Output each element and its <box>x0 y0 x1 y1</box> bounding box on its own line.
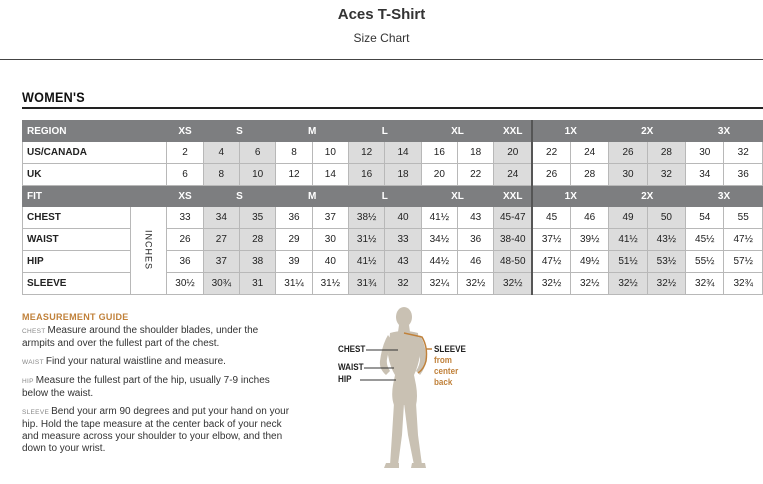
table-cell: 32 <box>724 142 763 164</box>
figure-sleeve-label: SLEEVE <box>434 344 466 355</box>
table-cell: 2 <box>167 142 203 164</box>
table-cell: 32¾ <box>724 273 763 295</box>
sleeve-note-line: back <box>434 377 453 388</box>
table-cell: 41½ <box>421 207 457 229</box>
table-cell: 40 <box>385 207 421 229</box>
table-cell: 37½ <box>532 229 570 251</box>
guide-text: Measure the fullest part of the hip, usually 7-9 inches below the waist. <box>22 375 270 399</box>
size-header-3x: 3X <box>686 121 763 142</box>
row-label: HIP <box>23 251 131 273</box>
table-cell: 40 <box>312 251 348 273</box>
table-cell: 18 <box>458 142 494 164</box>
table-cell: 32½ <box>647 273 685 295</box>
table-cell: 49 <box>609 207 647 229</box>
guide-item-chest <box>22 325 292 350</box>
table-cell: 30 <box>609 164 647 186</box>
table-cell: 35 <box>240 207 276 229</box>
table-cell: 36 <box>458 229 494 251</box>
guide-title: MEASUREMENT GUIDE <box>22 312 129 322</box>
table-cell: 22 <box>532 142 570 164</box>
table-cell: 26 <box>609 142 647 164</box>
table-cell: 32½ <box>494 273 532 295</box>
table-cell: 47½ <box>532 251 570 273</box>
guide-tag: CHEST <box>22 328 46 335</box>
table-cell: 39½ <box>571 229 609 251</box>
size-header-m: M <box>276 121 349 142</box>
size-header-xs: XS <box>167 121 203 142</box>
row-label: CHEST <box>23 207 131 229</box>
table-cell: 10 <box>240 164 276 186</box>
table-cell: 55½ <box>686 251 724 273</box>
table-cell: 14 <box>312 164 348 186</box>
table-cell: 37 <box>312 207 348 229</box>
table-cell: 45-47 <box>494 207 532 229</box>
size-header-l: L <box>349 186 422 207</box>
table-cell: 30¾ <box>203 273 239 295</box>
table-cell: 34 <box>203 207 239 229</box>
table-cell: 16 <box>421 142 457 164</box>
table-cell: 32½ <box>532 273 570 295</box>
size-header-2x: 2X <box>609 121 686 142</box>
table-cell: 31½ <box>349 229 385 251</box>
table-cell: 55 <box>724 207 763 229</box>
guide-tag: HIP <box>22 378 34 385</box>
table-cell: 24 <box>494 164 532 186</box>
table-cell: 28 <box>647 142 685 164</box>
woman-silhouette-icon <box>336 305 476 475</box>
table-cell: 31 <box>240 273 276 295</box>
table-cell: 32 <box>385 273 421 295</box>
size-header-1x: 1X <box>532 121 609 142</box>
guide-text: Measure around the shoulder blades, under the armpits and over the fullest part of the chest. <box>22 325 259 349</box>
table-cell: 54 <box>686 207 724 229</box>
table-cell: 47½ <box>724 229 763 251</box>
table-cell: 31½ <box>312 273 348 295</box>
table-cell: 46 <box>458 251 494 273</box>
guide-item-hip <box>22 375 292 400</box>
guide-text: Bend your arm 90 degrees and put your hand on your hip. Hold the tape measure at the center back of your neck and measure across your shoulder to your elbow, and then down to your wrist. <box>22 406 290 454</box>
table-cell: 20 <box>421 164 457 186</box>
table-cell: 43 <box>385 251 421 273</box>
page-subtitle: Size Chart <box>353 31 410 45</box>
table-cell: 33 <box>167 207 203 229</box>
row-label: US/CANADA <box>23 142 167 164</box>
table-row <box>23 207 763 229</box>
table-cell: 32¾ <box>686 273 724 295</box>
table-cell: 33 <box>385 229 421 251</box>
table-cell: 38½ <box>349 207 385 229</box>
table-cell: 46 <box>571 207 609 229</box>
table-cell: 22 <box>458 164 494 186</box>
table-cell: 43½ <box>647 229 685 251</box>
figure-chest-label: CHEST <box>338 344 366 355</box>
table-cell: 26 <box>532 164 570 186</box>
measurement-guide <box>22 312 292 461</box>
table-cell: 27 <box>203 229 239 251</box>
table-cell: 26 <box>167 229 203 251</box>
table-cell: 36 <box>724 164 763 186</box>
table-cell: 12 <box>276 164 312 186</box>
header-label: FIT <box>23 186 167 207</box>
size-header-1x: 1X <box>532 186 609 207</box>
sleeve-note-line: from <box>434 355 452 366</box>
row-label: SLEEVE <box>23 273 131 295</box>
table-cell: 45½ <box>686 229 724 251</box>
guide-text: Find your natural waistline and measure. <box>45 356 226 367</box>
header-divider <box>0 59 763 60</box>
size-chart-table <box>22 120 763 295</box>
table-cell: 16 <box>349 164 385 186</box>
table-cell: 32½ <box>571 273 609 295</box>
table-row <box>23 142 763 164</box>
table-cell: 37 <box>203 251 239 273</box>
guide-tag: WAIST <box>22 359 44 366</box>
table-cell: 28 <box>240 229 276 251</box>
guide-item-sleeve <box>22 406 292 455</box>
size-header-xxl: XXL <box>494 186 532 207</box>
table-cell: 57½ <box>724 251 763 273</box>
figure-hip-label: HIP <box>338 374 352 385</box>
table-cell: 45 <box>532 207 570 229</box>
table-cell: 48-50 <box>494 251 532 273</box>
table-cell: 18 <box>385 164 421 186</box>
table-cell: 10 <box>312 142 348 164</box>
table-cell: 51½ <box>609 251 647 273</box>
region-header-row <box>23 121 763 142</box>
table-cell: 8 <box>276 142 312 164</box>
table-cell: 32½ <box>458 273 494 295</box>
measurement-figure <box>336 305 476 475</box>
table-cell: 6 <box>167 164 203 186</box>
size-header-s: S <box>203 186 276 207</box>
guide-tag: SLEEVE <box>22 409 50 416</box>
table-cell: 20 <box>494 142 532 164</box>
table-cell: 30½ <box>167 273 203 295</box>
table-cell: 44½ <box>421 251 457 273</box>
size-header-xs: XS <box>167 186 203 207</box>
size-header-3x: 3X <box>686 186 763 207</box>
table-cell: 14 <box>385 142 421 164</box>
table-cell: 34½ <box>421 229 457 251</box>
table-cell: 29 <box>276 229 312 251</box>
table-cell: 31¼ <box>276 273 312 295</box>
table-cell: 28 <box>571 164 609 186</box>
size-header-xl: XL <box>421 121 494 142</box>
table-cell: 31¾ <box>349 273 385 295</box>
table-cell: 43 <box>458 207 494 229</box>
table-cell: 49½ <box>571 251 609 273</box>
sleeve-note-line: center <box>434 366 459 377</box>
table-cell: 38 <box>240 251 276 273</box>
figure-waist-label: WAIST <box>338 362 364 373</box>
inches-unit-label: INCHES <box>131 207 167 295</box>
table-cell: 50 <box>647 207 685 229</box>
size-header-l: L <box>349 121 422 142</box>
size-header-m: M <box>276 186 349 207</box>
table-cell: 6 <box>240 142 276 164</box>
size-header-xl: XL <box>421 186 494 207</box>
table-cell: 39 <box>276 251 312 273</box>
table-cell: 36 <box>167 251 203 273</box>
table-cell: 36 <box>276 207 312 229</box>
table-cell: 24 <box>571 142 609 164</box>
page-title: Aces T-Shirt <box>337 6 426 23</box>
section-divider <box>22 107 763 109</box>
table-cell: 34 <box>686 164 724 186</box>
row-label: WAIST <box>23 229 131 251</box>
table-cell: 30 <box>312 229 348 251</box>
row-label: UK <box>23 164 167 186</box>
table-cell: 32½ <box>609 273 647 295</box>
table-cell: 41½ <box>349 251 385 273</box>
table-cell: 30 <box>686 142 724 164</box>
size-header-s: S <box>203 121 276 142</box>
table-cell: 12 <box>349 142 385 164</box>
table-cell: 53½ <box>647 251 685 273</box>
table-cell: 32¼ <box>421 273 457 295</box>
table-cell: 32 <box>647 164 685 186</box>
size-header-2x: 2X <box>609 186 686 207</box>
table-cell: 41½ <box>609 229 647 251</box>
table-cell: 8 <box>203 164 239 186</box>
table-row <box>23 164 763 186</box>
table-cell: 4 <box>203 142 239 164</box>
figure-sleeve-note <box>434 355 458 388</box>
table-cell: 38-40 <box>494 229 532 251</box>
header-label: REGION <box>23 121 167 142</box>
section-title: WOMEN'S <box>22 89 85 105</box>
guide-item-waist <box>22 356 292 369</box>
size-header-xxl: XXL <box>494 121 532 142</box>
fit-header-row <box>23 186 763 207</box>
